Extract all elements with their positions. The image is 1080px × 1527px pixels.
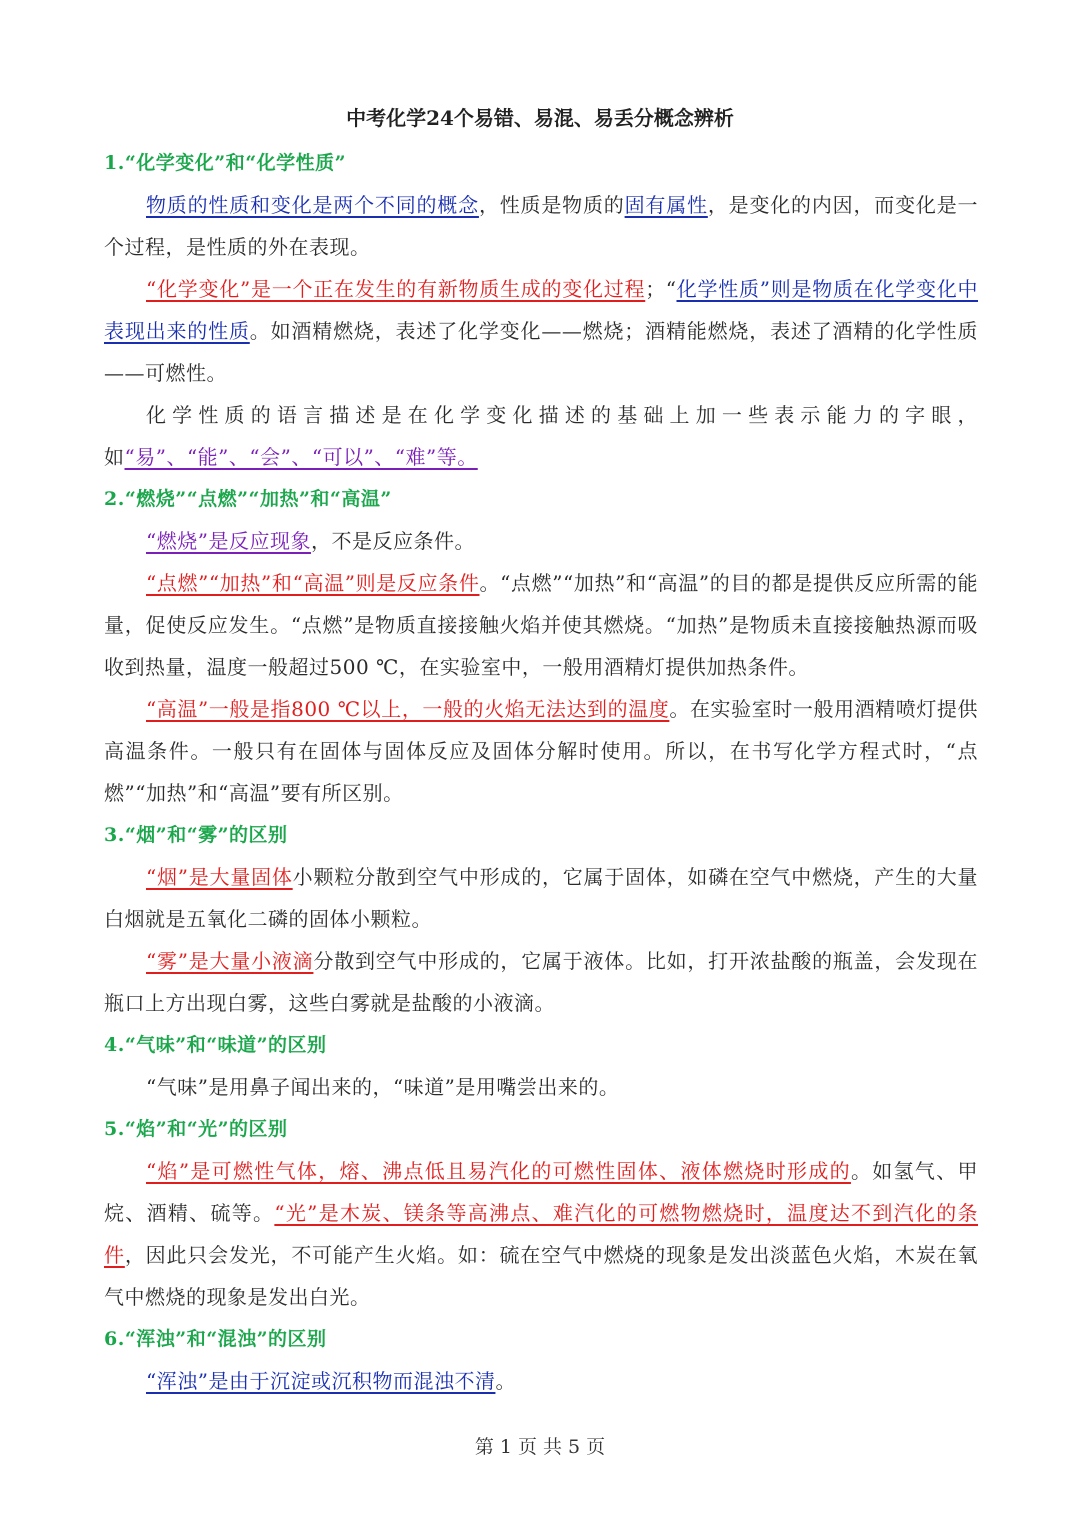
section-2-paragraph-2: [104, 562, 978, 688]
section-4-paragraph-1: “气味”是用鼻子闻出来的，“味道”是用嘴尝出来的。: [146, 1075, 620, 1099]
highlight-red: “点燃”“加热”和“高温”则是反应条件: [146, 571, 480, 595]
highlight-blue: 物质的性质和变化是两个不同的概念: [146, 193, 479, 217]
section-5-heading-text: 5.“焰”和“光”的区别: [104, 1118, 288, 1140]
section-6-heading-text: 6.“浑浊”和“混浊”的区别: [104, 1328, 327, 1350]
body-text: ，是变化的内因，而变化是一个过程，是性质的外在表现。: [104, 193, 979, 259]
body-text: ，性质是物质的: [478, 193, 625, 217]
section-5-paragraph-1: [104, 1150, 978, 1318]
section-2-heading-text: 2.“燃烧”“点燃”“加热”和“高温”: [104, 488, 392, 510]
document-title: 中考化学24个易错、易混、易丢分概念辨析: [346, 106, 734, 130]
section-1-paragraph-1: [104, 184, 978, 268]
body-text: ，因此只会发光，不可能产生火焰。如：硫在空气中燃烧的现象是发出淡蓝色火焰，木炭在氧气中燃烧的现象是发出白光。: [104, 1243, 979, 1309]
body-text: 。“点燃”“加热”和“高温”的目的都是提供反应所需的能量，促使反应发生。“点燃”是物质直接接触火焰并使其燃烧。“加热”是物质未直接接触热源而吸收到热量，温度一般超过500 ℃，在实验室中，一般用酒精灯提供加热条件。: [104, 571, 978, 679]
section-1-heading-text: 1.“化学变化”和“化学性质”: [104, 152, 347, 174]
highlight-blue: 固有属性: [624, 193, 708, 217]
highlight-purple: “燃烧”是反应现象: [146, 529, 311, 553]
highlight-purple: “易”、“能”、“会”、“可以”、“难”等。: [124, 445, 478, 469]
section-1-paragraph-2: [104, 268, 978, 394]
highlight-blue: 化学性质”则是物质在化学变化中表现出来的性质: [104, 277, 978, 343]
section-3-paragraph-2: [104, 940, 978, 1024]
section-6-heading: [104, 1318, 978, 1360]
section-3-heading-text: 3.“烟”和“雾”的区别: [104, 824, 288, 846]
body-text: 化学性质的语言描述是在化学变化描述的基础上加一些表示能力的字眼，如: [104, 403, 978, 469]
highlight-red: “烟”是大量固体: [146, 865, 293, 889]
body-text: ，不是反应条件。: [310, 529, 475, 553]
section-2-paragraph-3: [104, 688, 978, 814]
highlight-red: “化学变化”是一个正在发生的有新物质生成的变化过程: [146, 277, 646, 301]
section-2-heading: [104, 478, 978, 520]
section-1-heading: [104, 142, 978, 184]
section-5-heading: [104, 1108, 978, 1150]
body-text: ；“: [645, 277, 677, 301]
body-text: 。在实验室时一般用酒精喷灯提供高温条件。一般只有在固体与固体反应及固体分解时使用。所以，在书写化学方程式时，“点燃”“加热”和“高温”要有所区别。: [104, 697, 979, 805]
document-body: [104, 142, 978, 1402]
section-4-heading-text: 4.“气味”和“味道”的区别: [104, 1034, 327, 1056]
body-text: 小颗粒分散到空气中形成的，它属于固体，如磷在空气中燃烧，产生的大量白烟就是五氧化二磷的固体小颗粒。: [104, 865, 979, 931]
highlight-red: “光”是木炭、镁条等高沸点、难汽化的可燃物燃烧时，温度达不到汽化的条件: [104, 1201, 979, 1267]
highlight-red: “雾”是大量小液滴: [146, 949, 314, 973]
section-4-heading: [104, 1024, 978, 1066]
section-2-paragraph-1: [104, 520, 978, 562]
body-text: 。: [495, 1369, 516, 1393]
page-number: 第 1 页 共 5 页: [474, 1436, 606, 1458]
body-text: 。如酒精燃烧，表述了化学变化——燃烧；酒精能燃烧，表述了酒精的化学性质——可燃性。: [104, 319, 979, 385]
section-6-paragraph-1: [104, 1360, 978, 1402]
section-3-paragraph-1: [104, 856, 978, 940]
highlight-red: “高温”一般是指800 ℃以上，一般的火焰无法达到的温度: [146, 697, 670, 721]
highlight-blue: “浑浊”是由于沉淀或沉积物而混浊不清: [146, 1369, 496, 1393]
highlight-red: “焰”是可燃性气体，熔、沸点低且易汽化的可燃性固体、液体燃烧时形成的: [146, 1159, 851, 1183]
section-3-heading: [104, 814, 978, 856]
section-1-paragraph-3: [104, 394, 978, 478]
body-text: 分散到空气中形成的，它属于液体。比如，打开浓盐酸的瓶盖，会发现在瓶口上方出现白雾，这些白雾就是盐酸的小液滴。: [104, 949, 978, 1015]
body-text: 。如氢气、甲烷、酒精、硫等。: [104, 1159, 978, 1225]
